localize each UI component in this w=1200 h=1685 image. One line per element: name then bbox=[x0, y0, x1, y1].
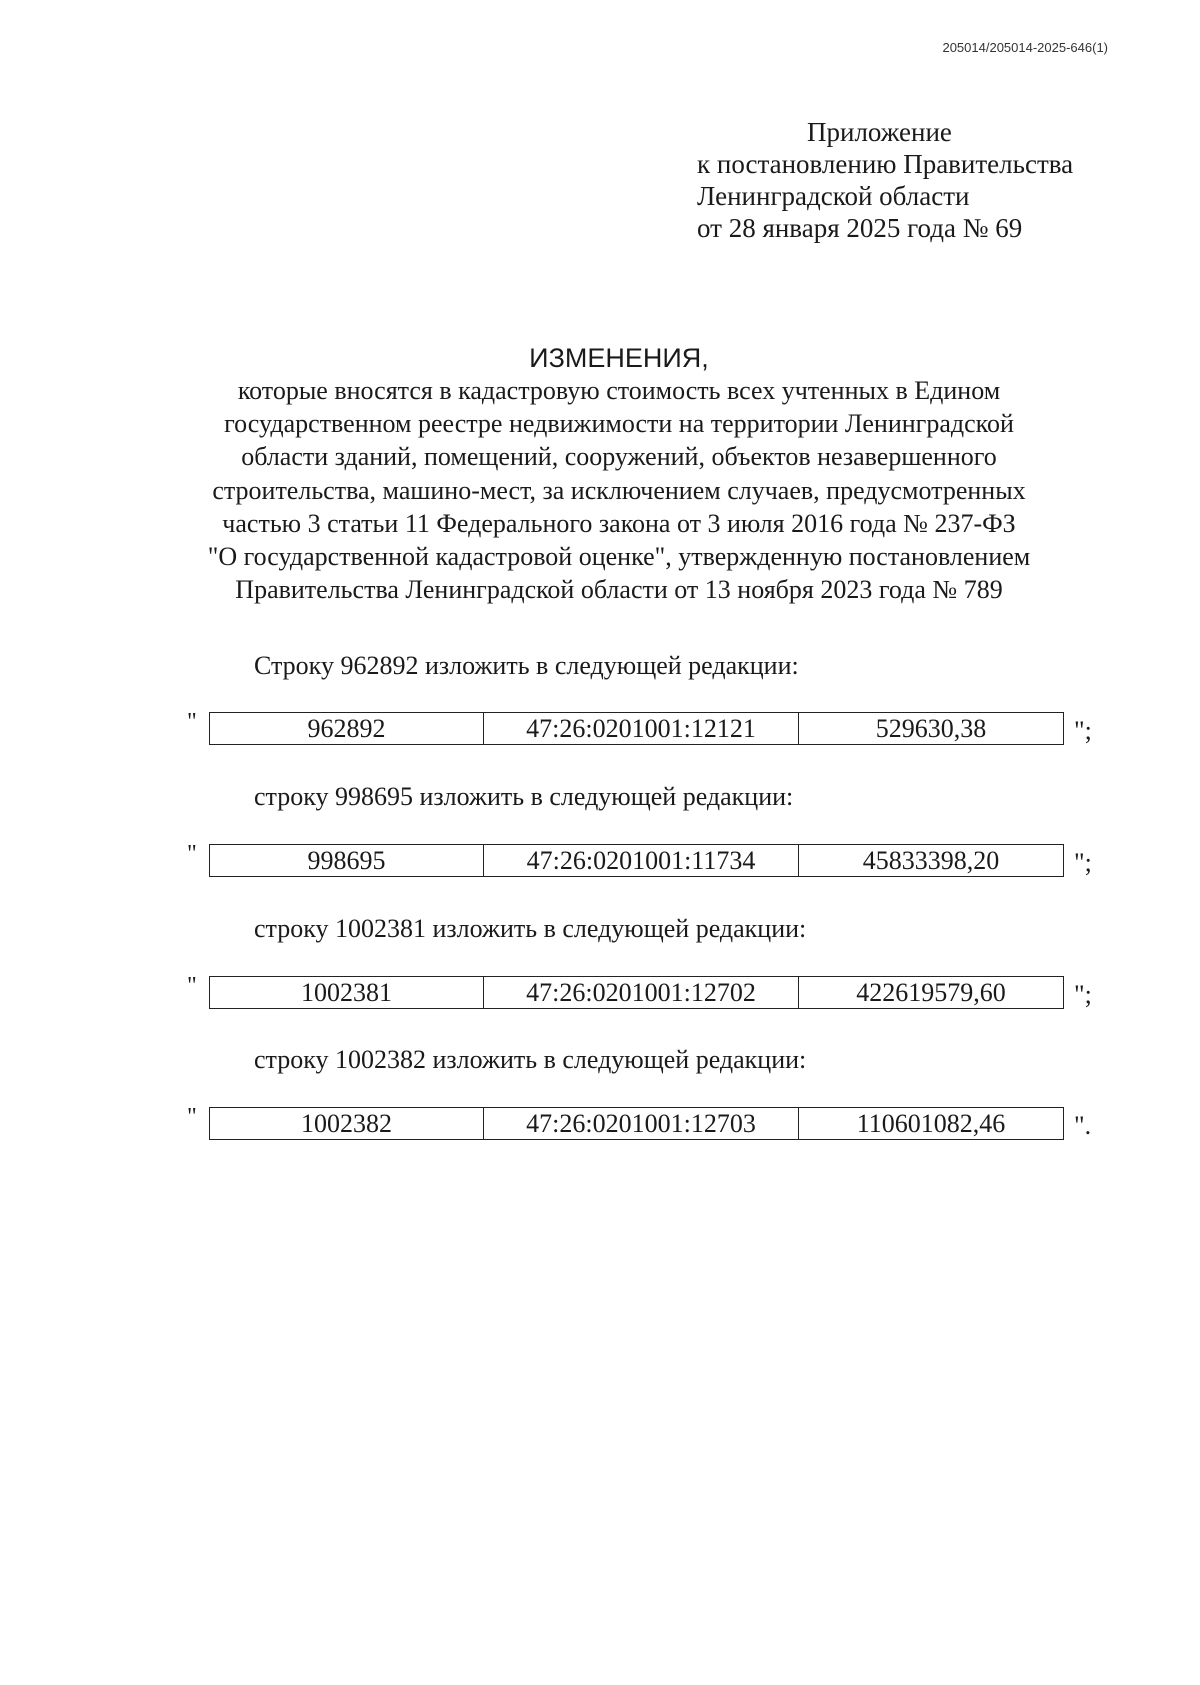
close-quote: "; bbox=[1074, 980, 1092, 1009]
row-number-cell: 1002382 bbox=[210, 1108, 484, 1139]
subtitle-line: области зданий, помещений, сооружений, объектов незавершенного bbox=[241, 442, 997, 472]
table-row bbox=[209, 976, 1064, 1009]
close-quote: "; bbox=[1074, 716, 1092, 745]
cadastral-value-cell: 110601082,46 bbox=[856, 1109, 1006, 1138]
open-quote: " bbox=[187, 973, 197, 999]
appendix-line: Приложение bbox=[807, 117, 952, 147]
change-row bbox=[187, 973, 1094, 1012]
change-row bbox=[187, 841, 1094, 880]
open-quote: " bbox=[187, 709, 197, 735]
subtitle-line: государственном реестре недвижимости на территории Ленинградской bbox=[224, 409, 1014, 439]
cadastral-value-cell: 529630,38 bbox=[875, 714, 987, 743]
open-quote: " bbox=[187, 1104, 197, 1130]
document-subtitle bbox=[160, 374, 1078, 606]
subtitle-line: "О государственной кадастровой оценке", утвержденную постановлением bbox=[207, 542, 1031, 572]
document-title: ИЗМЕНЕНИЯ, bbox=[529, 343, 709, 373]
change-row bbox=[187, 709, 1094, 748]
appendix-line: от 28 января 2025 года № 69 bbox=[697, 213, 1023, 243]
table-row bbox=[209, 844, 1064, 877]
cadastral-value-cell: 45833398,20 bbox=[862, 846, 1000, 875]
change-instruction: строку 1002382 изложить в следующей редакции: bbox=[254, 1045, 807, 1074]
row-number-cell: 998695 bbox=[210, 845, 484, 876]
change-row bbox=[187, 1104, 1094, 1143]
row-number-cell: 962892 bbox=[210, 713, 484, 744]
appendix-line: к постановлению Правительства bbox=[697, 149, 1074, 179]
subtitle-line: которые вносятся в кадастровую стоимость всех учтенных в Едином bbox=[237, 376, 1001, 405]
document-id: 205014/205014-2025-646(1) bbox=[942, 40, 1108, 55]
cadastral-number-cell: 47:26:0201001:11734 bbox=[484, 845, 799, 876]
subtitle-line: строительства, машино-мест, за исключением случаев, предусмотренных bbox=[212, 475, 1026, 505]
subtitle-line: Правительства Ленинградской области от 13 ноября 2023 года № 789 bbox=[235, 575, 1003, 605]
cadastral-number-cell: 47:26:0201001:12702 bbox=[484, 977, 799, 1008]
cadastral-value-cell: 422619579,60 bbox=[856, 978, 1006, 1007]
change-instruction: Строку 962892 изложить в следующей редакции: bbox=[254, 651, 799, 680]
open-quote: " bbox=[187, 841, 197, 867]
row-number-cell: 1002381 bbox=[210, 977, 484, 1008]
change-instruction: строку 998695 изложить в следующей редакции: bbox=[254, 782, 794, 811]
change-instruction: строку 1002381 изложить в следующей редакции: bbox=[254, 914, 807, 943]
cadastral-number-cell: 47:26:0201001:12703 bbox=[484, 1108, 799, 1139]
close-quote: "; bbox=[1074, 848, 1092, 877]
table-row bbox=[209, 712, 1064, 745]
appendix-block bbox=[697, 116, 1073, 244]
close-quote: ". bbox=[1074, 1111, 1092, 1140]
subtitle-line: частью 3 статьи 11 Федерального закона от 3 июля 2016 года № 237-ФЗ bbox=[222, 508, 1016, 538]
cadastral-number-cell: 47:26:0201001:12121 bbox=[484, 713, 799, 744]
table-row bbox=[209, 1107, 1064, 1140]
appendix-line: Ленинградской области bbox=[697, 181, 970, 211]
